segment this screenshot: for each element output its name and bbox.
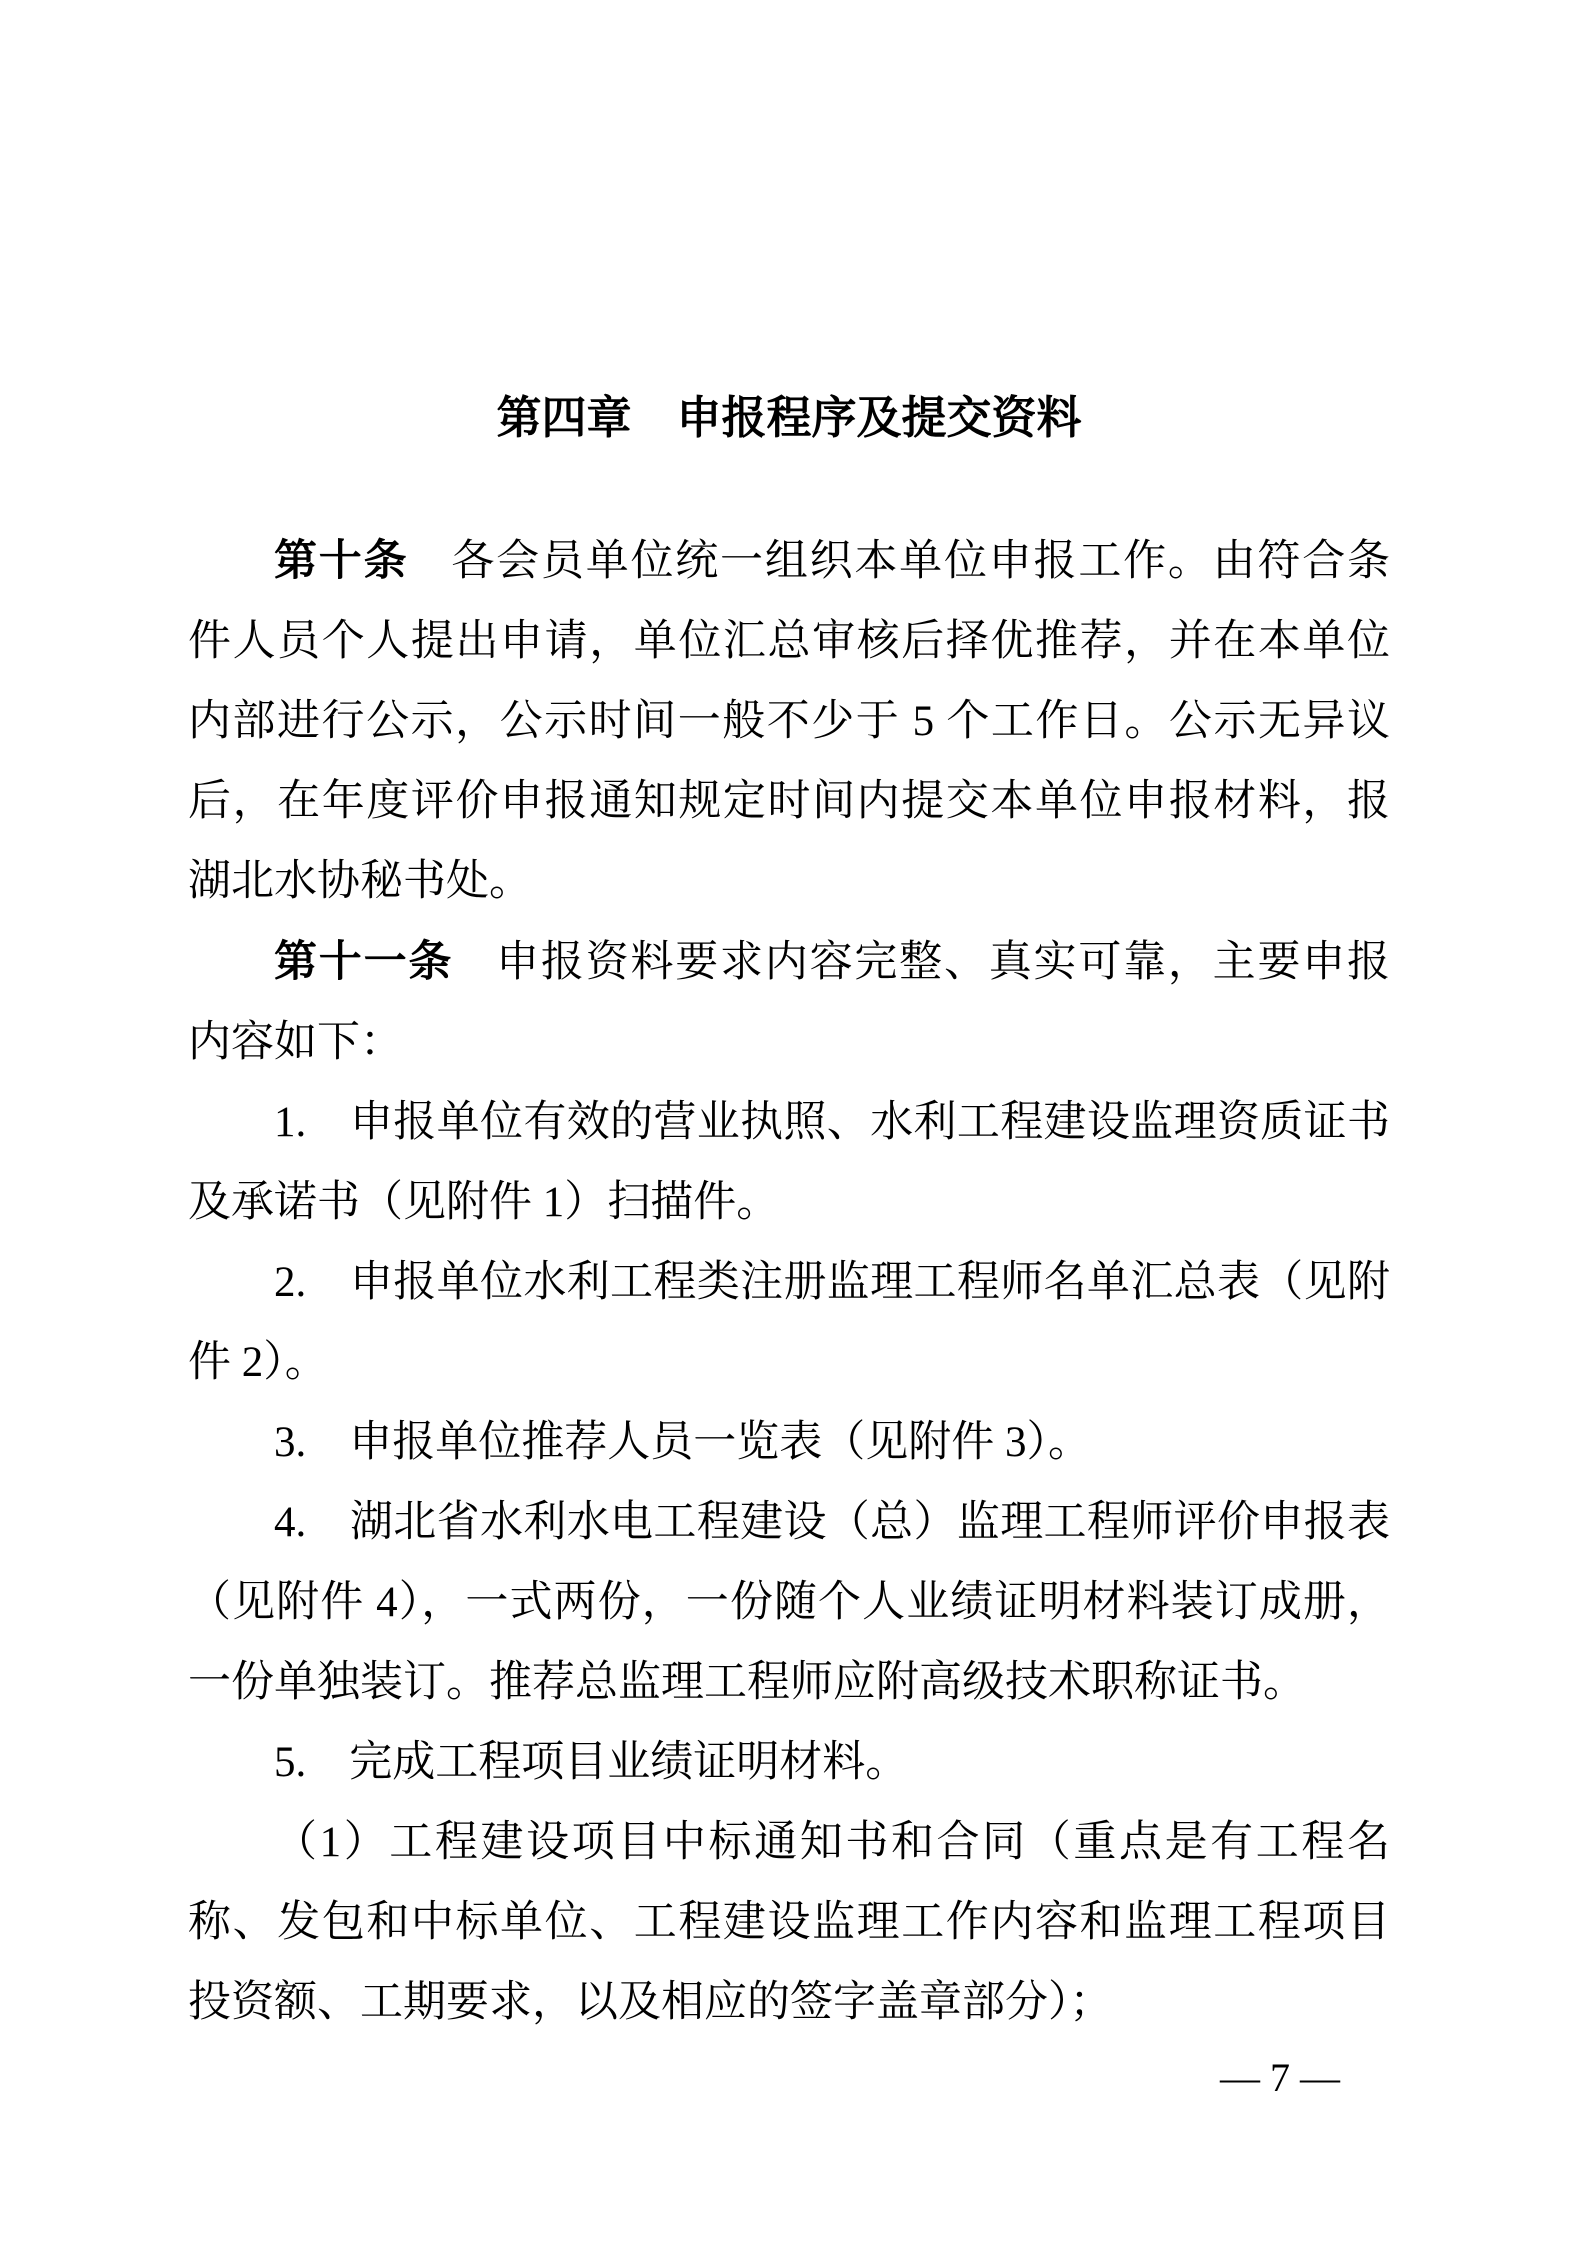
list-item-2: 2. 申报单位水利工程类注册监理工程师名单汇总表（见附件 2）。 [188,1259,1390,1386]
paragraph-article-10 [188,521,1390,922]
chapter-title: 第四章 申报程序及提交资料 [496,392,1082,444]
list-item-5: 5. 完成工程项目业绩证明材料。 [274,1739,909,1786]
list-item-4: 4. 湖北省水利水电工程建设（总）监理工程师评价申报表（见附件 4），一式两份，一份随个人业绩证明材料装订成册，一份单独装订。推荐总监理工程师应附高级技术职称证书。 [188,1499,1390,1706]
list-item-3: 3. 申报单位推荐人员一览表（见附件 3）。 [274,1419,1091,1466]
sub-item-1: （1）工程建设项目中标通知书和合同（重点是有工程名称、发包和中标单位、工程建设监理工作内容和监理工程项目投资额、工期要求，以及相应的签字盖章部分）； [188,1819,1390,2026]
article-11-text: 申报资料要求内容完整、真实可靠，主要申报内容如下： [188,939,1391,1066]
article-10-text: 各会员单位统一组织本单位申报工作。由符合条件人员个人提出申请，单位汇总审核后择优推荐，并在本单位内部进行公示，公示时间一般不少于 5 个工作日。公示无异议后，在年度评价申报通知规定时间内提交本单位申报材料，报湖北水协秘书处。 [188,538,1391,905]
list-item-1: 1. 申报单位有效的营业执照、水利工程建设监理资质证书及承诺书（见附件 1）扫描件。 [188,1099,1390,1226]
article-10-label: 第十条 [274,537,409,585]
article-11-label: 第十一条 [274,938,454,986]
document-body [188,521,1390,2043]
page-number: — 7 — [1220,2055,1340,2100]
paragraph-article-11 [188,922,1390,1083]
